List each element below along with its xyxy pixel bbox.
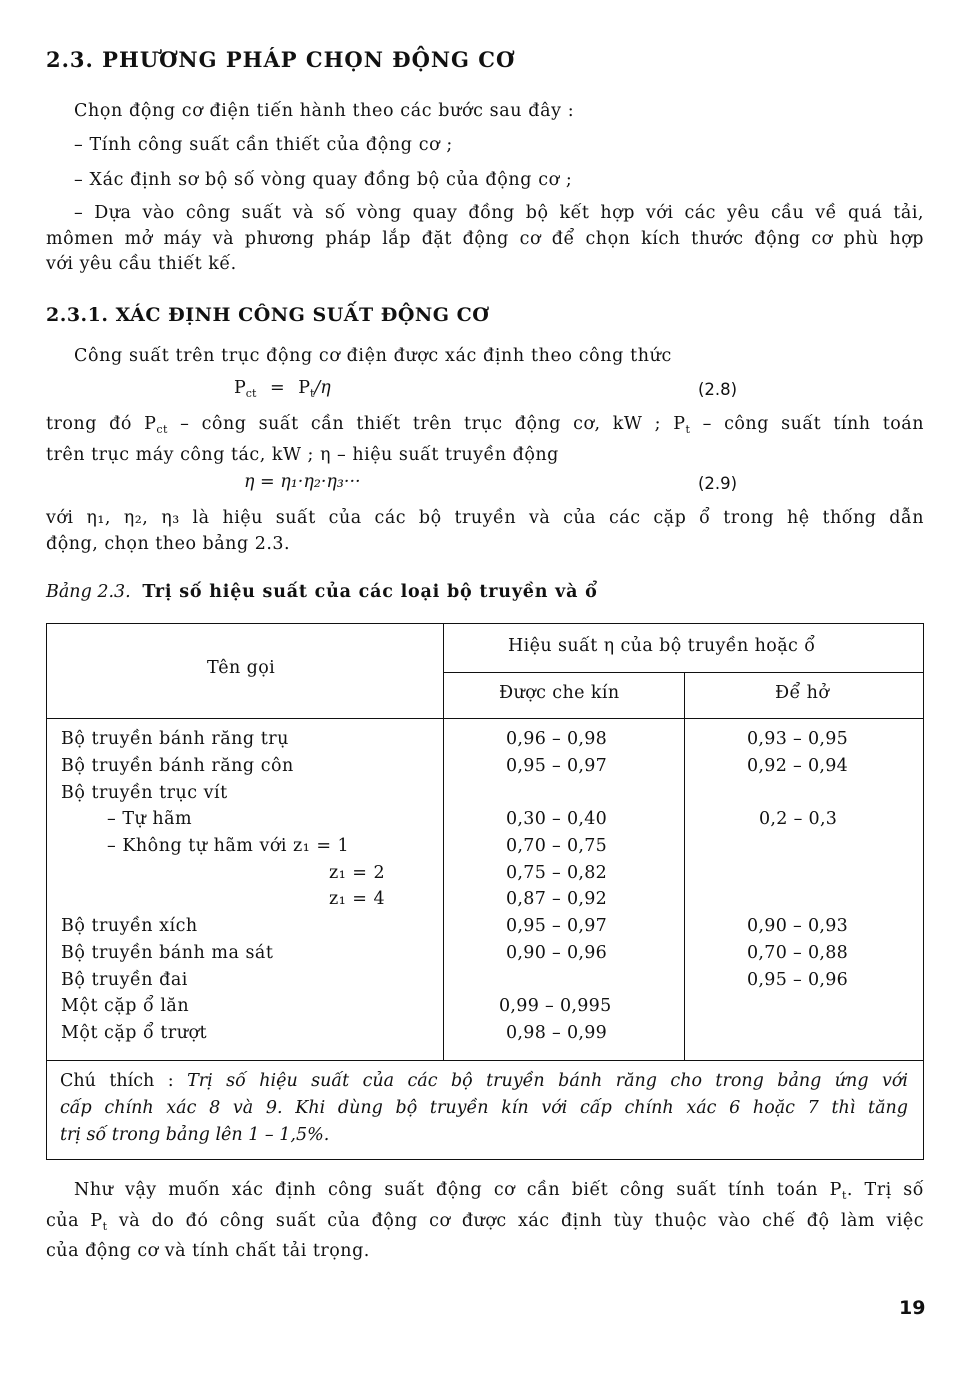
- step-3-line-2: mômen mở máy và phương pháp lắp đặt động cơ để chọn kích thước động cơ phù hợp: [46, 228, 924, 249]
- table-row-name: z₁ = 4: [329, 889, 386, 909]
- table-row-closed: 0,70 – 0,75: [506, 836, 608, 856]
- table-row-closed: 0,96 – 0,98: [506, 729, 608, 749]
- eq1-lhs: P: [234, 378, 246, 398]
- closing-line-2: của $P_t$ và do đó công suất của động cơ được xác định tùy thuộc vào chế độ làm việc: [46, 1210, 925, 1233]
- note-label: Chú thích :: [60, 1071, 174, 1091]
- step-2: – Xác định sơ bộ số vòng quay đồng bộ của động cơ ;: [74, 170, 573, 190]
- intro-text: Chọn động cơ điện tiến hành theo các bước sau đây :: [74, 101, 575, 121]
- table-row-closed: 0,30 – 0,40: [506, 809, 608, 829]
- where-line-2: trên trục máy công tác, kW ; η – hiệu suất truyền động: [46, 444, 559, 465]
- with-paragraph: [46, 506, 924, 557]
- header-name: Tên gọi: [207, 658, 276, 678]
- table-row-name: z₁ = 2: [329, 863, 386, 883]
- note-line-3: trị số trong bảng lên 1 – 1,5%.: [60, 1125, 330, 1145]
- step-3-line-3: với yêu cầu thiết kế.: [46, 254, 237, 274]
- subsection-title: 2.3.1. XÁC ĐỊNH CÔNG SUẤT ĐỘNG CƠ: [46, 304, 490, 326]
- table-divider-col2: [684, 673, 685, 1061]
- table-row-open: 0,70 – 0,88: [747, 943, 849, 963]
- with-line-1: với η₁, η₂, η₃ là hiệu suất của các bộ truyền và của các cặp ổ trong hệ thống dẫn: [46, 508, 924, 528]
- table-row-closed: 0,98 – 0,99: [506, 1023, 608, 1043]
- with-line-2: động, chọn theo bảng 2.3.: [46, 533, 291, 554]
- table-row-name: Bộ truyền bánh ma sát: [61, 943, 274, 963]
- table-row-name: Bộ truyền xích: [61, 916, 198, 936]
- table-row-closed: 0,95 – 0,97: [506, 916, 608, 936]
- equation-2-8: $P_{ct} = P_t/\eta$: [234, 378, 331, 400]
- header-efficiency: Hiệu suất η của bộ truyền hoặc ổ: [508, 636, 816, 656]
- note-line-2: cấp chính xác 8 và 9. Khi dùng bộ truyền kín với cấp chính xác 6 hoặc 7 thì tăng: [60, 1098, 908, 1118]
- table-divider-col1: [443, 624, 444, 1061]
- where-line-1: trong đó $P_{ct}$ – công suất cần thiết trên trục động cơ, kW ; $P_t$ – công suất tính toán: [46, 414, 925, 436]
- table-row-open: 0,95 – 0,96: [747, 970, 849, 990]
- step-1: – Tính công suất cần thiết của động cơ ;: [74, 135, 453, 155]
- table-row-name: Bộ truyền đai: [61, 970, 188, 990]
- equation-2-8-number: (2.8): [698, 380, 738, 399]
- table-row-open: 0,90 – 0,93: [747, 916, 849, 936]
- closing-line-1: Như vậy muốn xác định công suất động cơ cần biết công suất tính toán $P_t$. Trị số: [74, 1180, 924, 1202]
- table-divider-header-mid: [443, 672, 923, 673]
- eq1-lhs-sub: ct: [245, 387, 257, 400]
- table-row-closed: 0,90 – 0,96: [506, 943, 608, 963]
- where-paragraph: [46, 412, 924, 468]
- table-row-open: 0,92 – 0,94: [747, 756, 849, 776]
- step-3-paragraph: [46, 201, 924, 278]
- table-row-name: Một cặp ổ trượt: [61, 1023, 208, 1043]
- equation-2-9-number: (2.9): [698, 474, 738, 493]
- formula-intro: Công suất trên trục động cơ điện được xác định theo công thức: [74, 346, 672, 366]
- equation-2-9: η = η₁·η₂·η₃···: [244, 472, 361, 492]
- table-row-closed: 0,75 – 0,82: [506, 863, 608, 883]
- table-row-open: 0,93 – 0,95: [747, 729, 849, 749]
- table-row-open: 0,2 – 0,3: [759, 809, 838, 829]
- table-row-closed: 0,95 – 0,97: [506, 756, 608, 776]
- step-3-line-1: – Dựa vào công suất và số vòng quay đồng bộ kết hợp với các yêu cầu về quá tải,: [74, 203, 924, 223]
- table-row-name: – Tự hãm: [107, 809, 193, 829]
- eq1-rhs-a-sub: t: [309, 387, 315, 400]
- eq1-rhs-a: P: [298, 378, 310, 398]
- closing-paragraph: [46, 1178, 924, 1265]
- table-divider-note: [47, 1060, 923, 1061]
- section-title: 2.3. PHƯƠNG PHÁP CHỌN ĐỘNG CƠ: [46, 47, 516, 72]
- table-note: [60, 1068, 908, 1149]
- table-row-name: – Không tự hãm với z₁ = 1: [107, 836, 350, 856]
- table-row-name: Một cặp ổ lăn: [61, 996, 190, 1016]
- page-number: 19: [899, 1297, 926, 1319]
- table-row-closed: 0,87 – 0,92: [506, 889, 608, 909]
- table-divider-header-bottom: [47, 718, 923, 719]
- table-row-name: Bộ truyền bánh răng côn: [61, 756, 294, 776]
- closing-line-3: của động cơ và tính chất tải trọng.: [46, 1241, 370, 1261]
- table-caption: [46, 582, 598, 602]
- header-open: Để hở: [775, 683, 830, 703]
- table-caption-label: Bảng 2.3.: [46, 582, 131, 602]
- eq1-rhs-b: /η: [314, 378, 331, 398]
- table-row-name: Bộ truyền trục vít: [61, 783, 228, 803]
- table-caption-text: Trị số hiệu suất của các loại bộ truyền và ổ: [142, 582, 598, 602]
- note-line-1: Chú thích : Trị số hiệu suất của các bộ truyền bánh răng cho trong bảng ứng với: [60, 1071, 908, 1091]
- table-row-name: Bộ truyền bánh răng trụ: [61, 729, 289, 749]
- table-row-closed: 0,99 – 0,995: [499, 996, 612, 1016]
- header-closed: Được che kín: [499, 683, 620, 703]
